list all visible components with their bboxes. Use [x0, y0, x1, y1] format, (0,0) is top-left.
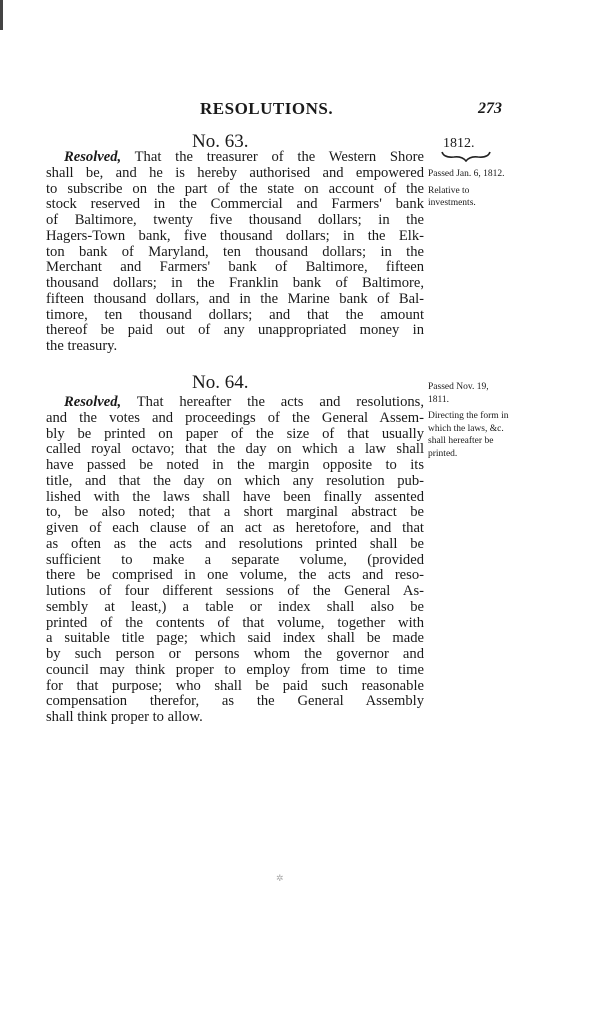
line-text: sembly at least,) a table or index shall also be: [46, 598, 424, 615]
line-text: printed of the contents of that volume, together with: [46, 614, 424, 631]
line-text: timore, ten thousand dollars; and that the amount: [46, 306, 424, 323]
resolution-63-margin-notes: [428, 168, 510, 214]
brace-icon: [440, 150, 492, 162]
line-text: That the treasurer of the Western Shore: [121, 149, 424, 165]
text-line: [46, 631, 424, 647]
text-line: [46, 537, 424, 553]
text-line: [46, 490, 424, 506]
text-line: [46, 213, 424, 229]
line-text: bly be printed on paper of the size of that usually: [46, 425, 424, 442]
line-text: and the votes and proceedings of the General Assem-: [46, 409, 424, 426]
scan-edge-mark: [0, 0, 3, 30]
text-line: [46, 150, 424, 166]
text-line: [46, 245, 424, 261]
line-text: thereof be paid out of any unappropriated money in: [46, 322, 424, 339]
line-text: sufficient to make a separate volume, (provided: [46, 551, 424, 568]
text-line: [46, 584, 424, 600]
page-header: [0, 99, 600, 121]
line-text: Hagers-Town bank, five thousand dollars; in the Elk-: [46, 227, 424, 244]
line-text: have passed be noted in the margin opposite to its: [46, 457, 424, 473]
line-text: by such person or persons whom the governor and: [46, 646, 424, 662]
text-line: [46, 647, 424, 663]
line-text: for that purpose; who shall be paid such reasonable: [46, 677, 424, 694]
line-text: That hereafter the acts and resolutions,: [121, 394, 424, 410]
text-line: [46, 568, 424, 584]
text-line: [46, 229, 424, 245]
line-text: given of each clause of an act as heretofore, and that: [46, 520, 424, 536]
line-text: compensation therefor, as the General Assembly: [46, 693, 424, 710]
scan-blemish: ✲: [276, 873, 284, 883]
text-line: [46, 616, 424, 632]
text-line: [46, 197, 424, 213]
text-line: [46, 600, 424, 616]
line-text: to, be also noted; that a short marginal abstract be: [46, 504, 424, 521]
text-line: [46, 182, 424, 198]
page-number: 273: [478, 100, 502, 117]
margin-note-passed: Passed Jan. 6, 1812.: [428, 169, 505, 179]
running-title: RESOLUTIONS.: [200, 99, 334, 118]
line-text: of Baltimore, twenty five thousand dollars; in the: [46, 212, 424, 228]
margin-note-abstract: Relative to investments.: [428, 185, 476, 208]
text-line: [46, 411, 424, 427]
text-line: [46, 553, 424, 569]
line-text: lished with the laws shall have been finally assented: [46, 488, 424, 505]
text-line: [46, 521, 424, 537]
year-heading: 1812.: [443, 136, 475, 151]
text-line: [46, 323, 424, 339]
line-text: council may think proper to employ from time to time: [46, 661, 424, 678]
line-text: there be comprised in one volume, the acts and reso-: [46, 567, 424, 584]
resolution-63-text: [46, 150, 424, 355]
text-line: [46, 663, 424, 679]
line-text: called royal octavo; that the day on which a law shall: [46, 441, 424, 458]
line-text: shall think proper to allow.: [46, 709, 203, 725]
line-text: title, and that the day on which any resolution pub-: [46, 472, 424, 489]
text-line: [46, 276, 424, 292]
line-text: thousand dollars; in the Franklin bank of Baltimore,: [46, 275, 424, 291]
text-line: [46, 474, 424, 490]
text-line: [46, 505, 424, 521]
text-line: [46, 292, 424, 308]
line-text: to subscribe on the part of the state on account of the: [46, 180, 424, 197]
resolved-keyword: Resolved,: [64, 394, 122, 410]
line-text: lutions of four different sessions of the General As-: [46, 583, 424, 599]
text-line: [46, 694, 424, 710]
line-text: Merchant and Farmers' bank of Baltimore, fifteen: [46, 259, 424, 276]
resolution-number-64: No. 64.: [192, 372, 249, 393]
text-line: [46, 458, 424, 474]
text-line: [46, 260, 424, 276]
text-line: [46, 710, 424, 726]
text-line: [46, 166, 424, 182]
text-line: [46, 395, 424, 411]
text-line: [46, 339, 424, 355]
text-line: [46, 679, 424, 695]
line-text: as often as the acts and resolutions printed shall be: [46, 535, 424, 552]
margin-note-passed: Passed Nov. 19, 1811.: [428, 382, 489, 405]
line-text: the treasury.: [46, 338, 118, 354]
line-text: stock reserved in the Commercial and Farmers' bank: [46, 196, 424, 213]
resolution-number-63: No. 63.: [192, 131, 249, 152]
text-line: [46, 308, 424, 324]
line-text: fifteen thousand dollars, and in the Marine bank of Bal-: [46, 290, 424, 307]
text-line: [46, 427, 424, 443]
line-text: ton bank of Maryland, ten thousand dollars; in the: [46, 243, 424, 260]
margin-note-abstract: Directing the form in which the laws, &c. shall hereafter be printed.: [428, 411, 509, 459]
resolution-64-margin-notes: [428, 381, 510, 464]
line-text: a suitable title page; which said index shall be made: [46, 630, 424, 647]
line-text: shall be, and he is hereby authorised and empowered: [46, 164, 424, 181]
text-line: [46, 442, 424, 458]
resolution-64-text: [46, 395, 424, 726]
resolved-keyword: Resolved,: [64, 149, 122, 165]
